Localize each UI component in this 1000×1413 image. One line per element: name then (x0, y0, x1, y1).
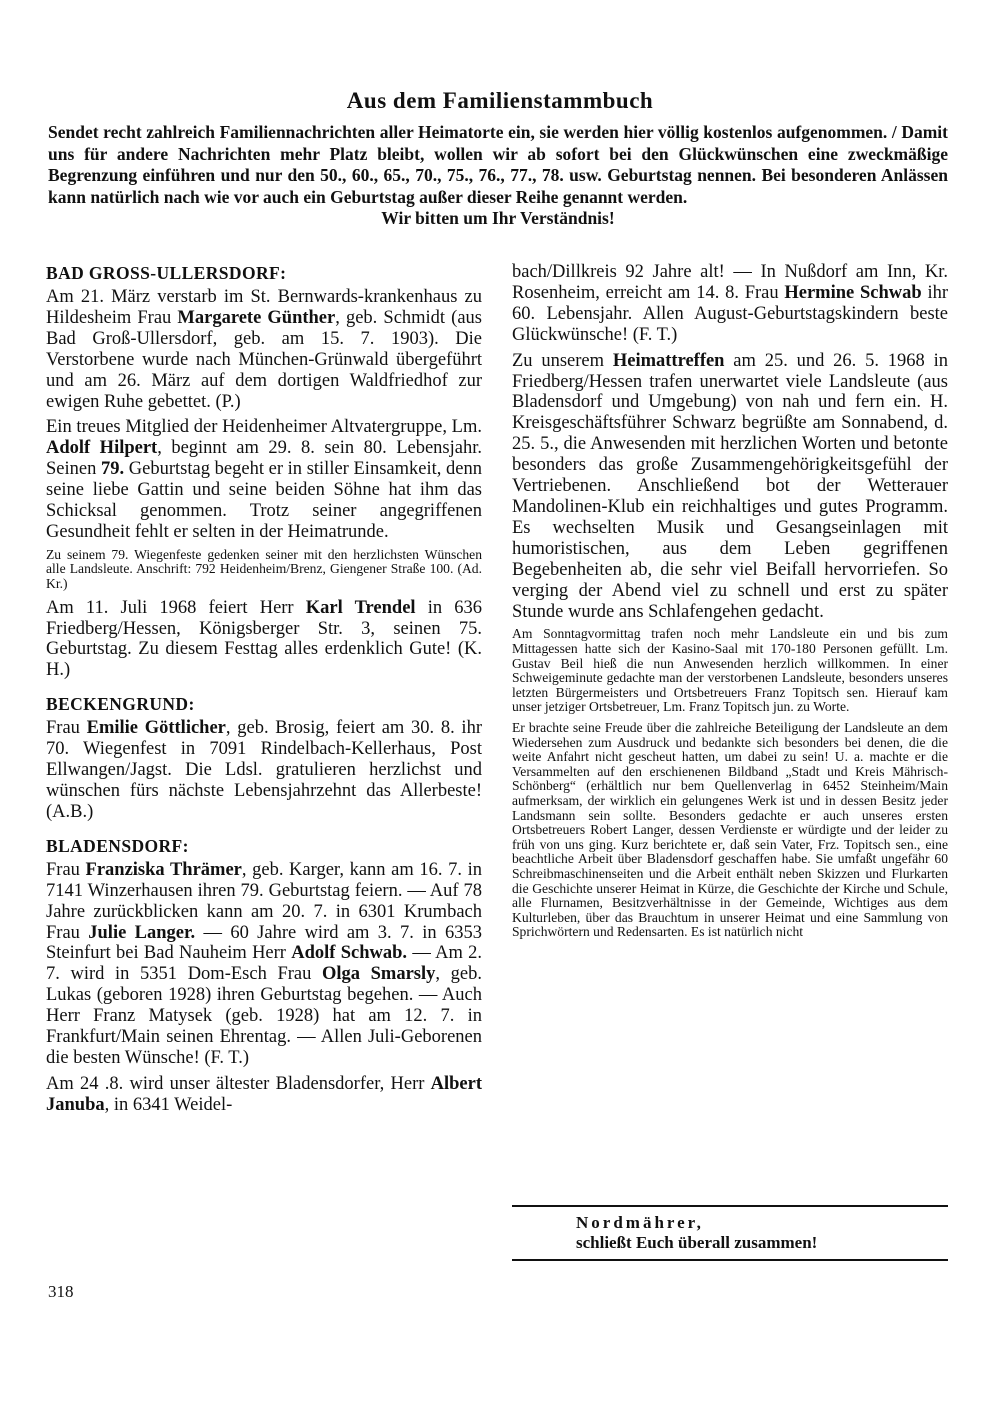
paragraph (46, 598, 482, 682)
text-run: , geb. Schmidt (aus Bad Groß-Ullersdorf, geb. am 15. 7. 1903). Die Verstorbene wurde nach München-Grünwald übergeführt und am 26. März auf dem dortigen Waldfriedhof zur ewigen Ruhe gebettet. (P.) (46, 307, 482, 412)
section-heading: BECKENGRUND: (46, 694, 195, 715)
text-run: — Am 2. 7. wird in 5351 Dom-Esch Frau (46, 943, 482, 985)
text-run: Am 24 .8. wird unser ältester Bladensdorfer, Herr (46, 1073, 431, 1094)
small-print-paragraph (46, 548, 482, 592)
small-print-paragraph (512, 627, 948, 715)
text-run: ihr 60. Lebensjahr. Allen August-Geburtstagskindern beste Glückwünsche! (F. T.) (512, 282, 948, 345)
paragraph (46, 287, 482, 412)
right-column (512, 262, 948, 946)
slogan-line-2: schließt Euch überall zusammen! (576, 1233, 818, 1252)
text-run: Zu unserem (512, 350, 613, 371)
text-run: Zu seinem 79. Wiegenfeste gedenken seiner mit den herzlichsten Wünschen alle Landsleute. Anschrift: 792 Heidenheim/Brenz, Giengener Straße 100. (Ad. Kr.) (46, 546, 482, 592)
person-name: Hermine Schwab (784, 282, 922, 303)
page-number: 318 (48, 1282, 74, 1301)
intro-closing: Wir bitten um Ihr Verständnis! (381, 208, 615, 228)
person-name: Albert Januba (46, 1073, 482, 1115)
paragraph (512, 262, 948, 346)
text-run: — 60 Jahre wird am 3. 7. in 6353 Steinfurt bei Bad Nauheim Herr (46, 922, 482, 964)
person-name: Julie Langer. (88, 922, 196, 943)
text-run: Geburtstag begeht er in stiller Einsamkeit, denn seine liebe Gattin und seine beiden Söhne hat ihm das Schicksal genommen. Trotz seiner angegriffenen Gesundheit fehlt er selten in der Heimatrunde. (46, 459, 482, 542)
left-column (46, 262, 482, 1121)
person-name: Karl Trendel (305, 597, 416, 618)
person-name: Franziska Thrämer (85, 859, 242, 880)
person-name: Heimattreffen (612, 350, 725, 371)
paragraph (46, 417, 482, 542)
text-run: in 636 Friedberg/Hessen, Königsberger Str. 3, seinen 75. Geburtstag. Zu diesem Festtag alles erdenklich Gute! (K. H.) (46, 597, 483, 681)
page-title: Aus dem Familienstammbuch (346, 88, 654, 113)
text-run: Frau (46, 718, 87, 739)
text-run: , geb. Brosig, feiert am 30. 8. ihr 70. Wiegenfest in 7091 Rindelbach-Kellerhaus, Post Ellwangen/Jagst. Die Ldsl. gratulieren herzlichst und wünschen fürs nächste Lebensjahrzehnt das Allerbeste! (A.B.) (46, 718, 482, 822)
person-name: 79. (101, 459, 125, 480)
paragraph (46, 718, 482, 823)
text-run: Am 11. Juli 1968 feiert Herr (46, 597, 306, 618)
text-run: Ein treues Mitglied der Heidenheimer Altvatergruppe, Lm. (46, 417, 482, 438)
section-heading: BAD GROSS-ULLERSDORF: (46, 263, 287, 283)
paragraph (512, 351, 948, 623)
text-run: bach/Dillkreis 92 Jahre alt! — In Nußdorf am Inn, Kr. Rosenheim, erreicht am 14. 8. Frau (512, 262, 948, 303)
section-heading: BLADENSDORF: (46, 835, 189, 856)
person-name: Margarete Günther (177, 307, 336, 328)
intro-notice (48, 122, 948, 230)
text-run: , in 6341 Weidel- (104, 1094, 233, 1115)
paragraph (46, 1074, 482, 1116)
text-run: am 25. und 26. 5. 1968 in Friedberg/Hessen trafen unerwartet viele Landsleute (aus Bladensdorf und Umgebung) von nah und fern ein. H. Kreisgeschäftsführer Schwarz begrüßte am Sonnabend, d. 25. 5., die Anwesenden mit herzlichen Worten und betonte besonders das große Zusammengehörigkeitsgefühl der Vertriebenen. Anschließend bot der Wetterauer Mandolinen-Klub ein reichhaltiges und gutes Programm. Es wechselten Musik und Gesangseinlagen mit humoristischen, aus dem Leben gegriffenen Begebenheiten ab, die sehr viel Beifall hervorriefen. So verging der Abend viel zu schnell und erst zu später Stunde wurde ans Schlafengehen gedacht. (512, 350, 948, 622)
person-name: Adolf Hilpert (46, 438, 158, 459)
person-name: Emilie Göttlicher (86, 718, 226, 739)
slogan-box (512, 1205, 948, 1261)
text-run: Er brachte seine Freude über die zahlreiche Beteiligung der Landsleute an dem Wiedersehen zum Ausdruck und bedankte sich besonders bei denen, die die weite Anfahrt nicht gescheut hatten, um dabei zu sein! U. a. machte er die Versammelten auf den erschienenen Bildband „Stadt und Kreis Mährisch-Schönberg“ (erhältlich nur bem Quellenverlag in 6452 Steinheim/Main aufmerksam, der wirklich ein gelungenes Werk ist und in dessen Besitz jeder Landsmann sein sollte. Besonders gedachte er auch unseres ersten Ortsbetreuers Robert Langer, dessen Verdienste er würdigte und der leider zu früh von uns ging. Kurz berichtete er, daß sein Vater, Frz. Topitsch sen., eine beachtliche Arbeit über Bladensdorf geschaffen habe. Sie umfaßt ungefähr 60 Schreibmaschinenseiten und die Arbeit enthält neben Skizzen und Flurkarten die Geschichte unserer Heimat in Kürze, die Geschichte der Kirche und Schule, alle Flurnamen, Besitzverhältnisse in der Gemeinde, Wichtiges aus dem Kulturleben, über das Brauchtum in unserer Heimat und eine Sammlung von Sprichwörtern und Redensarten. Es ist natürlich nicht (512, 719, 948, 940)
text-run: , beginnt am 29. 8. sein 80. Lebensjahr. Seinen (46, 438, 482, 480)
text-run: Frau (46, 859, 86, 880)
small-print-paragraph (512, 721, 948, 940)
text-run: , geb. Lukas (geboren 1928) ihren Geburtstag begehen. — Auch Herr Franz Matysek (geb. 1928) hat am 12. 7. in Frankfurt/Main seinen Ehrentag. — Allen Juli-Geborenen die besten Wünsche! (F. T.) (46, 964, 482, 1068)
text-run: Am 21. März verstarb im St. Bernwards-krankenhaus zu Hildesheim Frau (46, 287, 482, 328)
person-name: Adolf Schwab. (291, 943, 408, 964)
person-name: Olga Smarsly (321, 964, 436, 985)
text-run: Am Sonntagvormittag trafen noch mehr Landsleute ein und bis zum Mittagessen hatte sich der Kasino-Saal mit 170-180 Personen gefüllt. Lm. Gustav Beil hieß die nun Anwesenden herzlich willkommen. In einer Schweigeminute gedachte man der verstorbenen Landsleute, besonders unseres letzten Bürgermeisters und Ortsbetreuers Franz Topitsch sen. Hierauf kam unser jetziger Ortsbetreuer, Lm. Franz Topitsch jun. zu Worte. (512, 626, 948, 715)
paragraph (46, 860, 482, 1069)
text-run: , geb. Karger, kann am 16. 7. in 7141 Winzerhausen ihren 79. Geburtstag feiern. — Auf 78 Jahre zurückblicken kann am 20. 7. in 6301 Krumbach Frau (46, 859, 482, 943)
intro-text: Sendet recht zahlreich Familiennachrichten aller Heimatorte ein, sie werden hier völlig kostenlos aufgenommen. / Damit uns für andere Nachrichten mehr Platz bleibt, wollen wir ab sofort bei den Glückwünschen eine zweckmäßige Begrenzung einführen und nur den 50., 60., 65., 70., 75., 76., 77., 78. usw. Geburtstag nennen. Bei besonderen Anlässen kann natürlich nach wie vor auch ein Geburtstag außer dieser Reihe genannt werden. (48, 122, 948, 207)
slogan-line-1: Nordmährer, (576, 1213, 704, 1232)
